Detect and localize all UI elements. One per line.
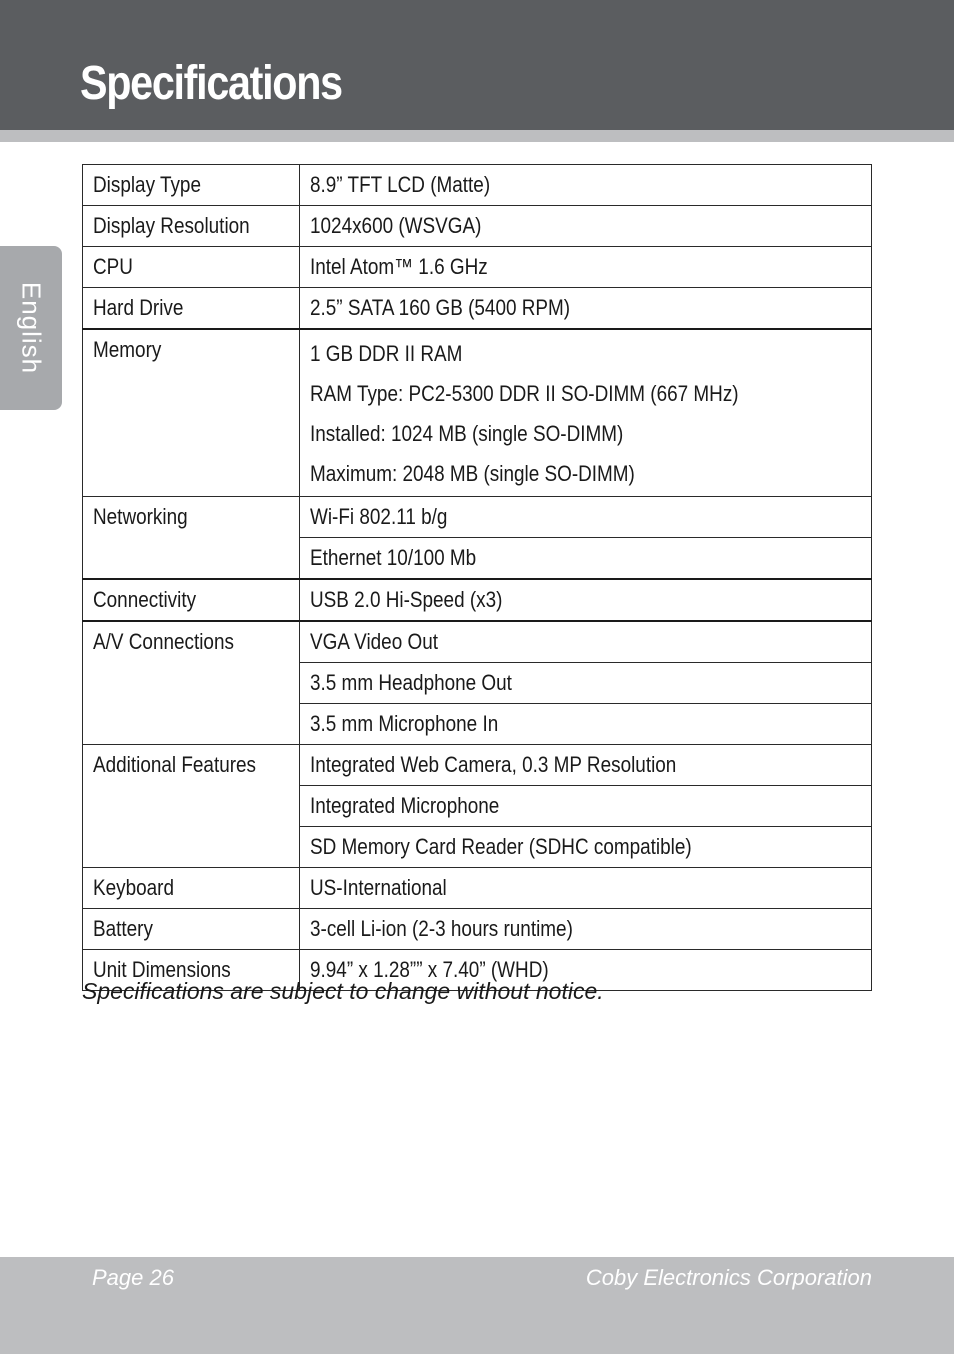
language-tab — [0, 246, 62, 410]
spec-label: Keyboard — [83, 868, 300, 909]
spec-value: 3-cell Li-ion (2-3 hours runtime) — [300, 909, 872, 950]
spec-label: Memory — [83, 329, 300, 497]
spec-value: 3.5 mm Headphone Out — [300, 663, 872, 704]
spec-label: CPU — [83, 247, 300, 288]
spec-value: 8.9” TFT LCD (Matte) — [300, 165, 872, 206]
spec-value: Integrated Web Camera, 0.3 MP Resolution — [300, 745, 872, 786]
spec-value: USB 2.0 Hi-Speed (x3) — [300, 579, 872, 621]
spec-row-additional-features — [83, 745, 872, 786]
spec-row-av-connections — [83, 621, 872, 663]
spec-value: Wi-Fi 802.11 b/g — [300, 497, 872, 538]
spec-value: 3.5 mm Microphone In — [300, 704, 872, 745]
spec-row-display-resolution — [83, 206, 872, 247]
spec-label: Connectivity — [83, 579, 300, 621]
company-name: Coby Electronics Corporation — [585, 1265, 872, 1290]
spec-label: Additional Features — [83, 745, 300, 868]
spec-value: Intel Atom™ 1.6 GHz — [300, 247, 872, 288]
spec-label: A/V Connections — [83, 621, 300, 745]
spec-value: 9.94” x 1.28”” x 7.40” (WHD) — [300, 950, 872, 991]
spec-label: Unit Dimensions — [83, 950, 300, 991]
spec-row-connectivity — [83, 579, 872, 621]
spec-value: US-International — [300, 868, 872, 909]
spec-label: Display Type — [83, 165, 300, 206]
spec-label: Display Resolution — [83, 206, 300, 247]
spec-value: VGA Video Out — [300, 621, 872, 663]
spec-row-hard-drive — [83, 288, 872, 330]
spec-value: 1024x600 (WSVGA) — [300, 206, 872, 247]
spec-value: Integrated Microphone — [300, 786, 872, 827]
page-title: Specifications — [80, 57, 342, 110]
spec-value: SD Memory Card Reader (SDHC compatible) — [300, 827, 872, 868]
spec-value: 1 GB DDR II RAM RAM Type: PC2-5300 DDR II SO-DIMM (667 MHz) Installed: 1024 MB (single SO-DIMM) Maximum: 2048 MB (single SO-DIMM) — [300, 329, 872, 497]
spec-value: Ethernet 10/100 Mb — [300, 538, 872, 580]
spec-value: 2.5” SATA 160 GB (5400 RPM) — [300, 288, 872, 330]
spec-label: Networking — [83, 497, 300, 580]
spec-row-memory — [83, 329, 872, 497]
specifications-table — [82, 164, 872, 991]
spec-label: Battery — [83, 909, 300, 950]
header-strip — [0, 130, 954, 142]
spec-row-cpu — [83, 247, 872, 288]
spec-row-battery — [83, 909, 872, 950]
language-tab-label: English — [16, 281, 47, 375]
disclaimer-note: Specifications are subject to change without notice. — [82, 978, 604, 1004]
page-number: Page 26 — [92, 1265, 174, 1290]
page-header — [0, 0, 954, 130]
page-footer — [0, 1257, 954, 1354]
spec-row-display-type — [83, 165, 872, 206]
spec-row-keyboard — [83, 868, 872, 909]
spec-row-networking — [83, 497, 872, 538]
spec-label: Hard Drive — [83, 288, 300, 330]
